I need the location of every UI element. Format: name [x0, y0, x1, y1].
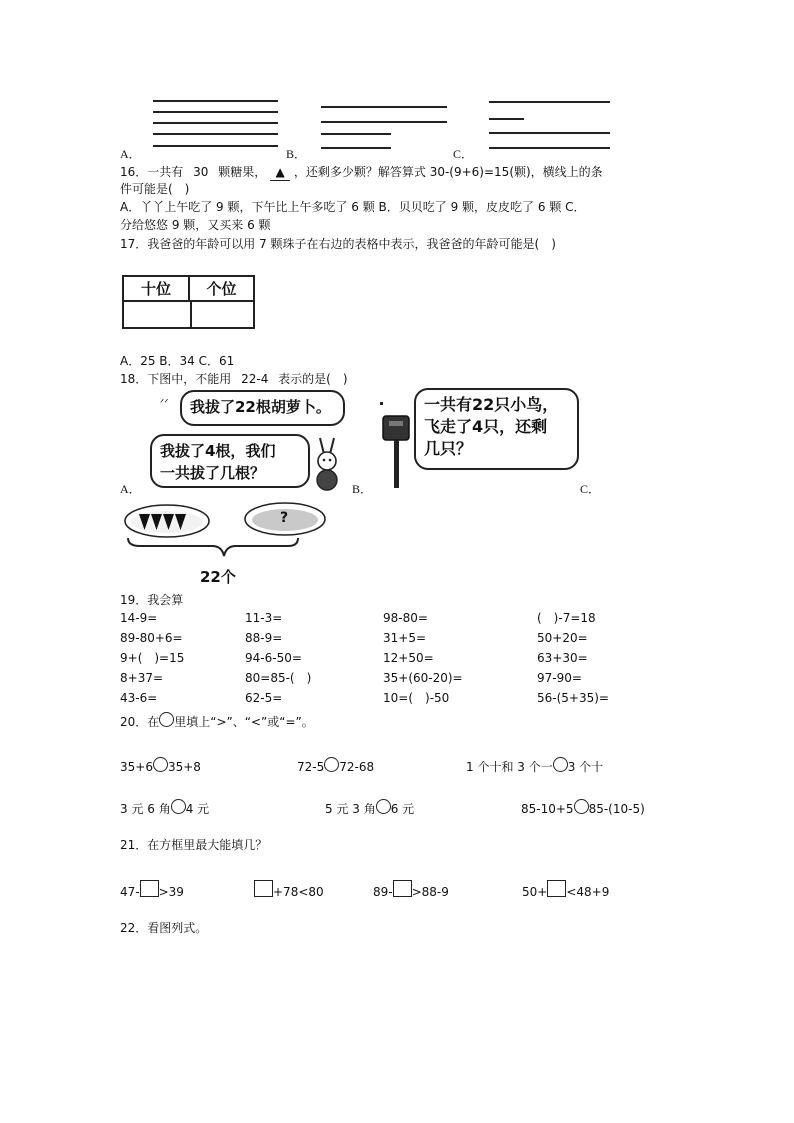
answer-box[interactable] — [254, 880, 273, 897]
q16-line2: 件可能是( ) — [120, 182, 190, 196]
calc-item: 62-5= — [245, 691, 283, 705]
compare-circle[interactable] — [376, 799, 391, 814]
table-head-tens: 十位 — [124, 277, 190, 302]
q16-options-line2[interactable]: 分给悠悠 9 颗，又买来 6 颗 — [120, 218, 271, 232]
q20-left: 3 元 6 角 — [120, 802, 171, 816]
q20-left: 35+6 — [120, 760, 153, 774]
bubble-a2-line2: 一共拔了几根？ — [160, 464, 266, 482]
bubble-a2-line1: 我拔了4根，我们 — [160, 442, 276, 460]
calc-item: 9+( )=15 — [120, 651, 185, 665]
q18-question — [120, 371, 348, 387]
bubble-b — [414, 388, 579, 470]
place-value-table — [122, 275, 255, 329]
calc-item: 31+5= — [383, 631, 427, 645]
answer-box[interactable] — [547, 880, 566, 897]
q20-right: 72-68 — [339, 760, 375, 774]
q21-right: <48+9 — [566, 885, 610, 899]
q20-left: 1 个十和 3 个一 — [466, 760, 553, 774]
q21-left: 50+ — [522, 885, 548, 899]
rabbit-icon-small: ᐟᐟ — [160, 398, 169, 409]
q16-number: 30 — [193, 165, 209, 179]
q21-right: >88-9 — [411, 885, 449, 899]
calc-item: 50+20= — [537, 631, 588, 645]
q21-left: 89- — [373, 885, 393, 899]
q21-right: >39 — [158, 885, 184, 899]
calc-item: 94-6-50= — [245, 651, 302, 665]
q16-options-line1[interactable]: A．丫丫上午吃了 9 颗，下午比上午多吃了 6 颗 B．贝贝吃了 9 颗，皮皮吃了 6 颗 C． — [120, 200, 586, 214]
q15-option-b[interactable]: B． — [286, 147, 307, 161]
bird-dot — [380, 402, 383, 405]
q21-title: 21．在方框里最大能填几？ — [120, 838, 268, 852]
q15-option-c[interactable]: C． — [453, 147, 474, 161]
calc-item: 80=85-( ) — [245, 671, 312, 685]
q18-text-post: 表示的是( ) — [278, 372, 348, 386]
calc-item: ( )-7=18 — [537, 611, 596, 625]
q18-option-a[interactable]: A． — [120, 482, 141, 496]
q20-left: 72-5 — [297, 760, 325, 774]
q20-title-pre: 20．在 — [120, 715, 160, 729]
calc-item: 63+30= — [537, 651, 588, 665]
q21-item-2 — [254, 880, 324, 900]
q17-question: 17．我爸爸的年龄可以用 7 颗珠子在右边的表格中表示，我爸爸的年龄可能是( ) — [120, 237, 556, 251]
q20-title — [120, 712, 314, 730]
answer-box[interactable] — [393, 880, 412, 897]
mailbox-icon — [380, 412, 414, 490]
compare-circle[interactable] — [324, 757, 339, 772]
q20-left: 85-10+5 — [521, 802, 574, 816]
answer-box[interactable] — [140, 880, 159, 897]
q20-right: 85-(10-5) — [588, 802, 645, 816]
q20-item-1 — [120, 757, 201, 775]
triangle-icon: ▲ — [275, 165, 285, 179]
q21-right: +78<80 — [273, 885, 324, 899]
q20-item-6 — [521, 799, 645, 817]
q16-text-pre: 16．一共有 — [120, 165, 184, 179]
q18-option-c[interactable]: C． — [580, 482, 601, 496]
q20-item-3 — [466, 757, 603, 775]
plate-question-mark: ? — [280, 510, 289, 526]
calc-item: 14-9= — [120, 611, 158, 625]
compare-circle[interactable] — [153, 757, 168, 772]
q16-text-mid: 颗糖果， — [218, 165, 267, 179]
circle-icon — [159, 712, 174, 727]
q20-title-post: 里填上“>”、“<”或“=”。 — [174, 715, 314, 729]
bubble-a1: 我拔了22根胡萝卜。 — [180, 390, 345, 426]
q18-option-b[interactable]: B． — [352, 482, 373, 496]
q20-item-2 — [297, 757, 374, 775]
q20-item-5 — [325, 799, 414, 817]
q20-right: 3 个十 — [567, 760, 604, 774]
calc-item: 88-9= — [245, 631, 283, 645]
table-divider — [190, 302, 192, 327]
calc-item: 8+37= — [120, 671, 164, 685]
q18-text-pre: 18．下图中，不能用 — [120, 372, 232, 386]
q20-right: 6 元 — [390, 802, 415, 816]
q21-item-1 — [120, 880, 184, 900]
q20-left: 5 元 3 角 — [325, 802, 376, 816]
q16-blank — [270, 164, 290, 181]
bubble-b-line3: 几只？ — [424, 439, 473, 458]
calc-item: 10=( )-50 — [383, 691, 450, 705]
calc-item: 56-(5+35)= — [537, 691, 609, 705]
compare-circle[interactable] — [574, 799, 589, 814]
q16-question — [120, 164, 603, 181]
bubble-b-line1: 一共有22只小鸟， — [424, 395, 559, 414]
q21-item-4 — [522, 880, 609, 900]
compare-circle[interactable] — [553, 757, 568, 772]
calc-item: 12+50= — [383, 651, 434, 665]
q21-left: 47- — [120, 885, 140, 899]
q15-option-a[interactable]: A． — [120, 147, 141, 161]
calc-item: 35+(60-20)= — [383, 671, 463, 685]
calc-item: 11-3= — [245, 611, 283, 625]
q19-title: 19．我会算 — [120, 593, 184, 607]
brace-label: 22个 — [200, 568, 236, 586]
calc-item: 43-6= — [120, 691, 158, 705]
rabbit-icon — [310, 436, 346, 492]
q20-item-4 — [120, 799, 209, 817]
calc-item: 98-80= — [383, 611, 428, 625]
compare-circle[interactable] — [171, 799, 186, 814]
calc-item: 97-90= — [537, 671, 582, 685]
table-head-ones: 个位 — [190, 277, 253, 302]
q20-right: 4 元 — [185, 802, 210, 816]
q18-expression: 22-4 — [241, 372, 269, 386]
calc-item: 89-80+6= — [120, 631, 183, 645]
q22-title: 22．看图列式。 — [120, 921, 208, 935]
q16-text-post: ，还剩多少颗？解答算式 30-(9+6)=15(颗)，横线上的条 — [293, 165, 603, 179]
bubble-a2 — [150, 434, 310, 488]
q21-item-3 — [373, 880, 449, 900]
q17-options[interactable]: A．25 B．34 C．61 — [120, 354, 235, 368]
bubble-b-line2: 飞走了4只，还剩 — [424, 417, 548, 436]
q20-right: 35+8 — [167, 760, 201, 774]
